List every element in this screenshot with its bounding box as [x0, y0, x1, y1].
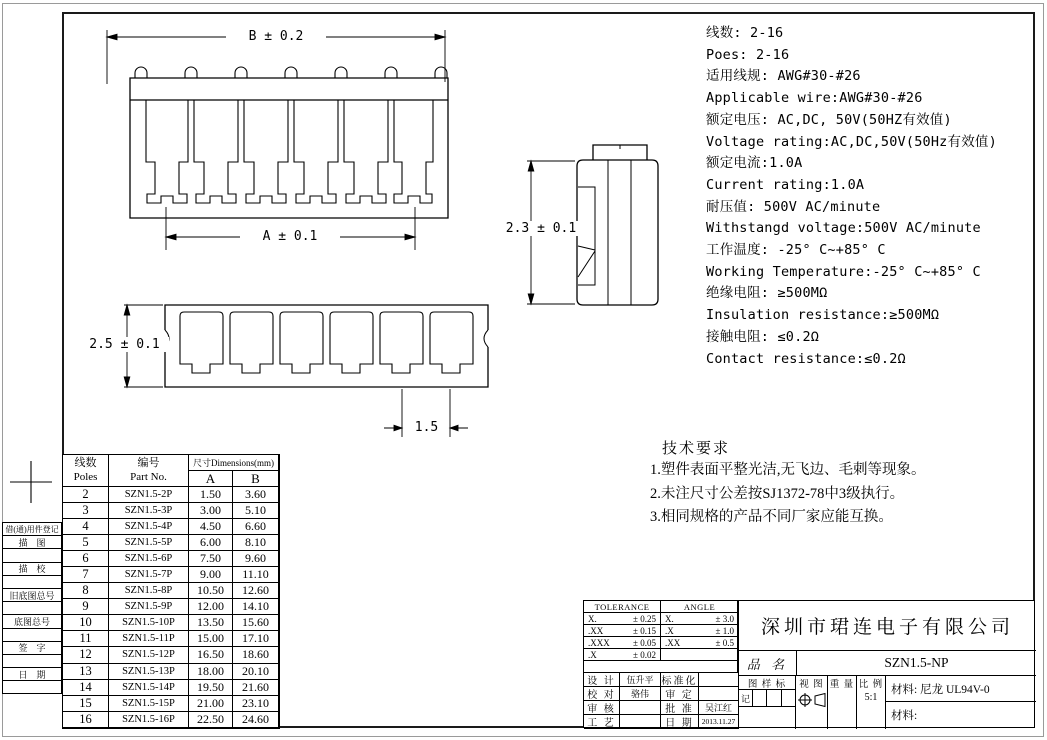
dim-a-cell: 19.50	[189, 680, 233, 696]
signature-value: 伍升平	[620, 673, 661, 687]
spec-line: Poes: 2-16	[706, 46, 790, 63]
product-name-label: 品 名	[739, 651, 797, 675]
part-poles-cell: 11	[63, 631, 109, 647]
sidebar-item: 借(通)用件登记	[2, 522, 62, 536]
part-poles-cell: 12	[63, 647, 109, 663]
drawing-mark-empty-cell	[781, 690, 795, 706]
drawing-mark-cell	[739, 676, 796, 729]
dim-b-cell: 5.10	[233, 503, 279, 519]
part-poles-cell: 2	[63, 487, 109, 503]
sidebar-item	[2, 548, 62, 562]
dim-label-side-height: 2.3 ± 0.1	[496, 221, 586, 236]
angle-label: .XX	[665, 637, 681, 648]
scale-cell	[857, 676, 886, 729]
spec-line: 额定电流:1.0A	[706, 155, 803, 172]
signature-label: 校 对	[584, 687, 620, 701]
drawing-mark-cells	[739, 689, 795, 707]
part-no-cell: SZN1.5-12P	[109, 647, 189, 663]
weight-cell	[828, 676, 857, 729]
drawing-mark-empty-cell	[766, 690, 780, 706]
drawing-mark-label-2: 记	[740, 693, 750, 704]
part-poles-cell: 10	[63, 615, 109, 631]
part-poles-cell: 9	[63, 599, 109, 615]
signature-label: 标准化	[661, 673, 699, 687]
spec-line: 耐压值: 500V AC/minute	[706, 198, 881, 215]
part-poles-cell: 4	[63, 519, 109, 535]
tech-requirements	[650, 437, 1010, 529]
tolerance-value: ± 0.15	[633, 625, 656, 636]
drawing-mark-label: 图 样 标	[747, 679, 787, 690]
sidebar-item: 签 字	[2, 641, 62, 655]
part-no-cell: SZN1.5-13P	[109, 664, 189, 680]
product-row	[738, 651, 1036, 676]
dim-b-cell: 9.60	[233, 551, 279, 567]
signature-label: 日 期	[661, 715, 699, 729]
dim-b-cell: 23.10	[233, 696, 279, 712]
signature-value	[620, 701, 661, 715]
dim-a-cell: 7.50	[189, 551, 233, 567]
company-name: 深圳市珺连电子有限公司	[738, 601, 1036, 651]
part-no-cell: SZN1.5-4P	[109, 519, 189, 535]
dim-b-cell: 3.60	[233, 487, 279, 503]
dim-a-cell: 3.00	[189, 503, 233, 519]
material-1: 材料: 尼龙 UL94V-0	[886, 676, 1036, 702]
dim-label-front-inner-width: A ± 0.1	[240, 229, 340, 244]
signature-value: 2013.11.27	[699, 715, 738, 729]
material-cell	[886, 676, 1036, 729]
sidebar	[2, 522, 62, 694]
col-header-part-cn: 编号	[137, 456, 160, 469]
tolerance-cell	[584, 613, 661, 625]
part-poles-cell: 5	[63, 535, 109, 551]
signature-label: 审 定	[661, 687, 699, 701]
dim-label-front-outer-width: B ± 0.2	[226, 29, 326, 44]
dim-a-cell: 21.00	[189, 696, 233, 712]
dim-b-cell: 12.60	[233, 583, 279, 599]
stamp-row	[738, 676, 1036, 729]
projection-symbol-icon	[797, 692, 827, 708]
specs-block	[706, 23, 1026, 370]
signature-value	[699, 673, 738, 687]
angle-cell	[661, 613, 738, 625]
part-no-cell: SZN1.5-8P	[109, 583, 189, 599]
dim-b-cell: 24.60	[233, 712, 279, 728]
signature-label: 批 准	[661, 701, 699, 715]
dim-b-cell: 17.10	[233, 631, 279, 647]
tolerance-label: .XXX	[588, 637, 610, 648]
part-no-cell: SZN1.5-10P	[109, 615, 189, 631]
part-no-cell: SZN1.5-3P	[109, 503, 189, 519]
tolerance-value: ± 0.25	[633, 613, 656, 624]
spec-line: Voltage rating:AC,DC,50V(50Hz有效值)	[706, 133, 997, 150]
part-poles-cell: 8	[63, 583, 109, 599]
tolerance-label: X.	[588, 613, 597, 624]
spec-line: Contact resistance:≤0.2Ω	[706, 350, 906, 367]
sidebar-item	[2, 601, 62, 615]
drawing-mark-empty-cell	[752, 690, 766, 706]
sidebar-item: 旧底图总号	[2, 588, 62, 602]
angle-cell	[661, 637, 738, 649]
angle-label: .X	[665, 625, 674, 636]
title-block	[583, 600, 1035, 728]
sidebar-item: 描 图	[2, 535, 62, 549]
tolerance-cell	[584, 637, 661, 649]
dim-a-cell: 10.50	[189, 583, 233, 599]
part-no-cell: SZN1.5-5P	[109, 535, 189, 551]
scale-value: 5:1	[864, 692, 878, 703]
tolerance-title: TOLERANCE	[584, 601, 661, 613]
col-header-a: A	[189, 471, 233, 487]
dim-b-cell: 15.60	[233, 615, 279, 631]
spec-line: 绝缘电阻: ≥500MΩ	[706, 285, 828, 302]
dim-b-cell: 18.60	[233, 647, 279, 663]
dim-a-cell: 13.50	[189, 615, 233, 631]
part-no-cell: SZN1.5-7P	[109, 567, 189, 583]
tolerance-label: .X	[588, 649, 597, 660]
part-poles-cell: 14	[63, 680, 109, 696]
dim-b-cell: 6.60	[233, 519, 279, 535]
dim-a-cell: 1.50	[189, 487, 233, 503]
part-poles-cell: 13	[63, 664, 109, 680]
part-poles-cell: 7	[63, 567, 109, 583]
spec-line: 适用线规: AWG#30-#26	[706, 68, 861, 85]
dim-b-cell: 21.60	[233, 680, 279, 696]
tolerance-value: ± 0.05	[633, 637, 656, 648]
product-name: SZN1.5-NP	[884, 655, 949, 670]
spec-line: Current rating:1.0A	[706, 176, 865, 193]
spec-line: 额定电压: AC,DC, 50V(50HZ有效值)	[706, 111, 952, 128]
sidebar-item	[2, 628, 62, 642]
spec-line: 线数: 2-16	[706, 25, 784, 41]
part-no-cell: SZN1.5-16P	[109, 712, 189, 728]
angle-cell	[661, 649, 738, 661]
tech-requirements-title: 技术要求	[662, 441, 731, 457]
col-header-part-no	[109, 455, 189, 487]
part-poles-cell: 3	[63, 503, 109, 519]
sidebar-item: 日 期	[2, 667, 62, 681]
angle-title: ANGLE	[661, 601, 738, 613]
part-no-cell: SZN1.5-6P	[109, 551, 189, 567]
tolerance-cell	[584, 649, 661, 661]
col-header-part-en: Part No.	[130, 470, 167, 483]
sidebar-item	[2, 654, 62, 668]
col-header-poles-en: Poles	[73, 470, 98, 483]
dim-b-cell: 8.10	[233, 535, 279, 551]
scale-label: 比 例	[858, 679, 884, 690]
signature-value: 骆伟	[620, 687, 661, 701]
tech-requirements-items	[650, 459, 1010, 529]
dim-a-cell: 22.50	[189, 712, 233, 728]
spec-line: 接触电阻: ≤0.2Ω	[706, 328, 820, 345]
angle-value: ± 1.0	[715, 625, 734, 636]
spec-line: Applicable wire:AWG#30-#26	[706, 90, 923, 107]
sidebar-item: 描 校	[2, 562, 62, 576]
part-poles-cell: 15	[63, 696, 109, 712]
signature-label: 审 核	[584, 701, 620, 715]
dim-a-cell: 16.50	[189, 647, 233, 663]
weight-label: 重 量	[829, 679, 855, 690]
dim-a-cell: 4.50	[189, 519, 233, 535]
signature-label: 设 计	[584, 673, 620, 687]
col-header-b: B	[233, 471, 279, 487]
dim-b-cell: 20.10	[233, 664, 279, 680]
signature-value: 吴江红	[699, 701, 738, 715]
bottom-view-dimensions	[124, 305, 468, 437]
angle-cell	[661, 625, 738, 637]
part-no-cell: SZN1.5-9P	[109, 599, 189, 615]
dim-b-cell: 14.10	[233, 599, 279, 615]
part-no-cell: SZN1.5-15P	[109, 696, 189, 712]
signature-value	[620, 715, 661, 729]
tolerance-table	[584, 601, 738, 661]
sidebar-item	[2, 680, 62, 694]
spec-line: 工作温度: -25° C~+85° C	[706, 242, 886, 259]
signature-value	[699, 687, 738, 701]
title-block-empty-row	[584, 661, 738, 673]
tech-requirement-item: 3.相同规格的产品不同厂家应能互换。	[650, 509, 893, 525]
dim-b-cell: 11.10	[233, 567, 279, 583]
dim-a-cell: 9.00	[189, 567, 233, 583]
part-poles-cell: 6	[63, 551, 109, 567]
dim-a-cell: 6.00	[189, 535, 233, 551]
col-header-dimensions: 尺寸Dimensions(mm)	[189, 455, 279, 471]
dim-a-cell: 12.00	[189, 599, 233, 615]
parts-table	[62, 454, 280, 729]
angle-value: ± 0.5	[715, 637, 734, 648]
tech-requirement-item: 2.未注尺寸公差按SJ1372-78中3级执行。	[650, 485, 905, 502]
dim-label-bottom-height: 2.5 ± 0.1	[80, 337, 169, 352]
part-no-cell: SZN1.5-14P	[109, 680, 189, 696]
side-view-drawing	[577, 145, 658, 305]
part-no-cell: SZN1.5-11P	[109, 631, 189, 647]
part-no-cell: SZN1.5-2P	[109, 487, 189, 503]
view-cell	[796, 676, 828, 729]
spec-line: Withstangd voltage:500V AC/minute	[706, 220, 981, 237]
tolerance-label: .XX	[588, 625, 604, 636]
bottom-view-drawing	[163, 305, 490, 387]
tech-requirement-item: 1.塑件表面平整光洁,无飞边、毛刺等现象。	[650, 462, 926, 478]
dim-a-cell: 15.00	[189, 631, 233, 647]
spec-line: Working Temperature:-25° C~+85° C	[706, 263, 981, 280]
signature-table	[584, 673, 738, 729]
sidebar-item: 底图总号	[2, 614, 62, 628]
material-2: 材料:	[891, 709, 918, 722]
registration-cross	[10, 461, 52, 503]
view-label: 视 图	[799, 679, 824, 690]
spec-line: Insulation resistance:≥500MΩ	[706, 307, 940, 324]
col-header-poles-cn: 线数	[74, 456, 97, 469]
front-view-drawing	[130, 67, 448, 218]
tolerance-value: ± 0.02	[633, 649, 656, 660]
col-header-poles	[63, 455, 109, 487]
signature-label: 工 艺	[584, 715, 620, 729]
dim-label-pitch: 1.5	[408, 420, 445, 435]
angle-label: X.	[665, 613, 674, 624]
dim-a-cell: 18.00	[189, 664, 233, 680]
sidebar-item	[2, 575, 62, 589]
part-poles-cell: 16	[63, 712, 109, 728]
tolerance-cell	[584, 625, 661, 637]
angle-value: ± 3.0	[715, 613, 734, 624]
